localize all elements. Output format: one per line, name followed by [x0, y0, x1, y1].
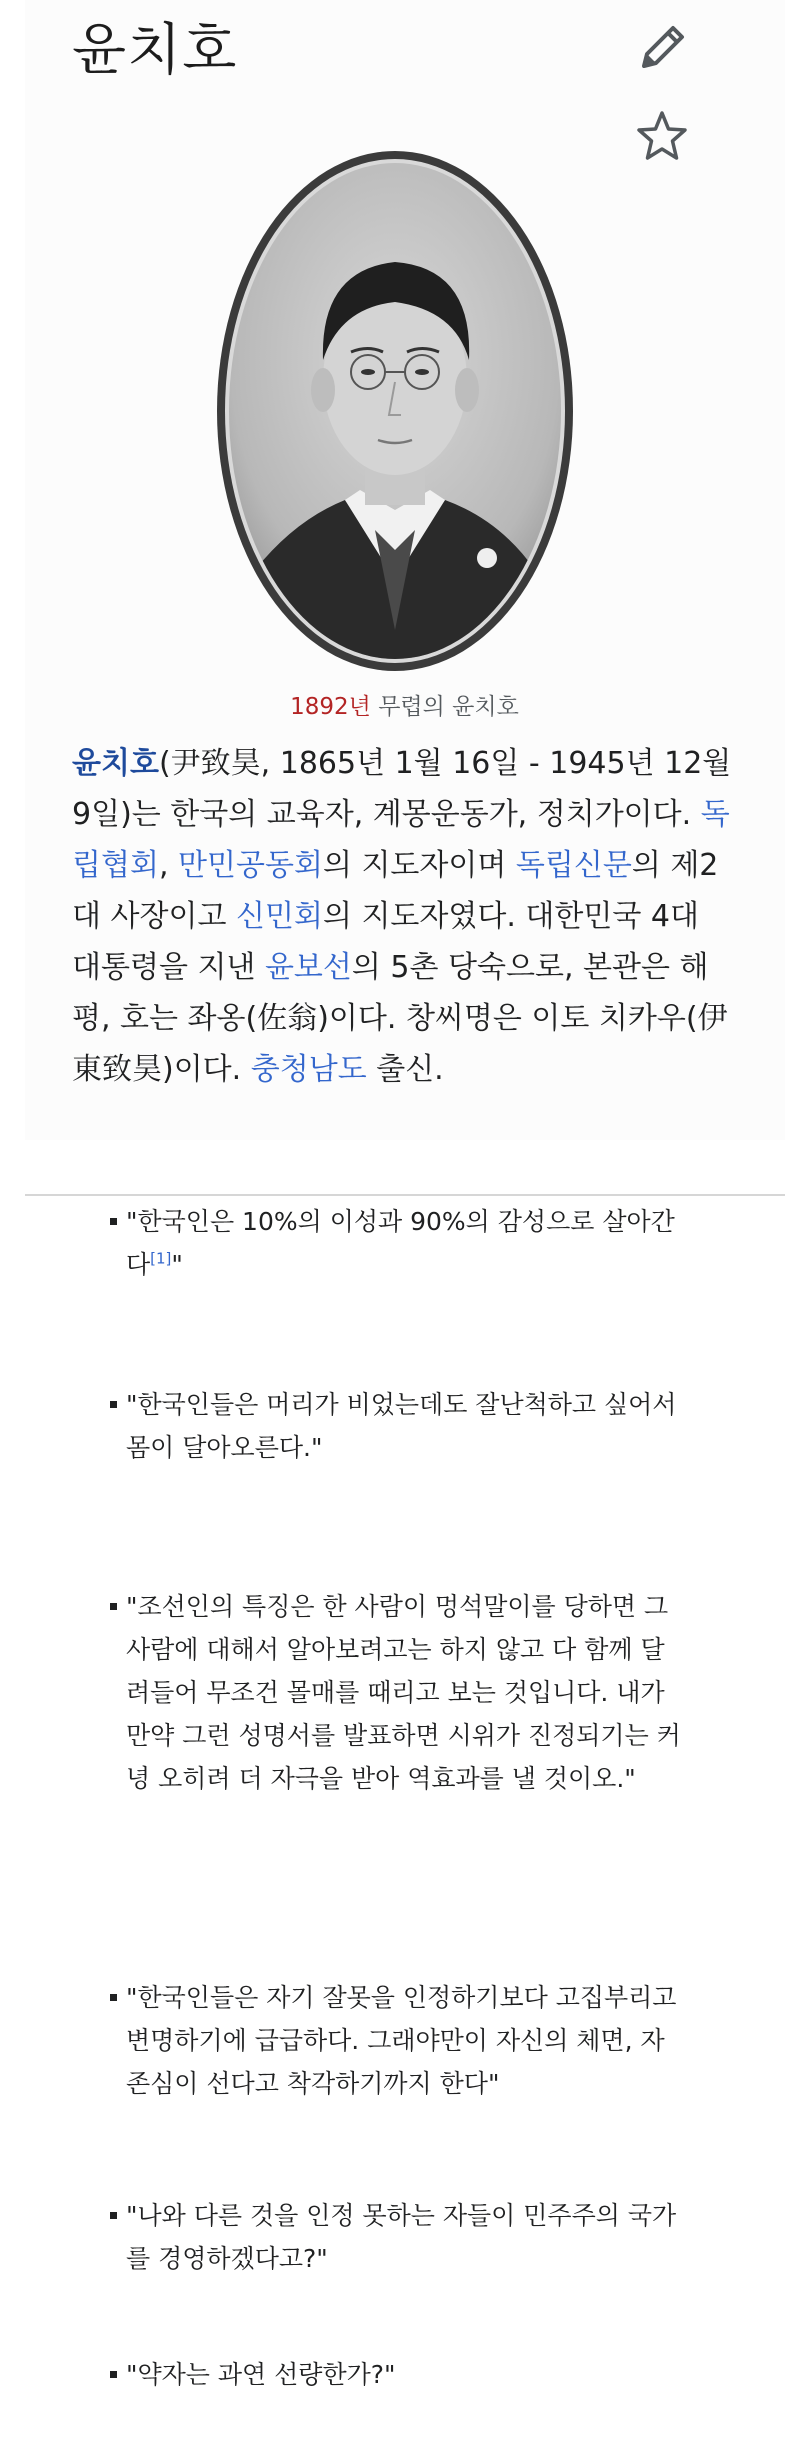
link-independence-club[interactable]: 독립협회 — [72, 797, 730, 883]
subject-name: 윤치호 — [72, 746, 159, 781]
portrait-image[interactable] — [215, 150, 575, 672]
quote-text: "약자는 과연 선량한가?" — [126, 2360, 396, 2389]
lead-text: , — [158, 848, 179, 883]
bullet-icon — [110, 1218, 117, 1225]
lead-text: 의 지도자이며 — [322, 848, 516, 883]
quote-text: "한국인들은 머리가 비었는데도 잘난척하고 싶어서 몸이 달아오른다." — [126, 1390, 677, 1462]
page-title: 윤치호 — [72, 18, 238, 83]
quote-item — [118, 2194, 686, 2280]
lead-paragraph — [72, 738, 732, 1095]
link-independent-newspaper[interactable]: 독립신문 — [515, 848, 632, 883]
star-icon[interactable] — [632, 107, 692, 167]
quote-text: "나와 다른 것을 인정 못하는 자들이 민주주의 국가를 경영하겠다고?" — [126, 2201, 677, 2273]
lead-text: 의 지도자였다. 대한민국 4대 대통령을 지낸 — [72, 899, 699, 985]
reference-link[interactable]: [1] — [150, 1249, 172, 1268]
bullet-icon — [110, 2212, 117, 2219]
quote-text: "조선인의 특징은 한 사람이 멍석말이를 당하면 그 사람에 대해서 알아보려고는 하지 않고 다 함께 달려들어 무조건 몰매를 때리고 보는 것입니다. 내가 만약 그런 성명서를 발표하면 시위가 진정되기는 커녕 오히려 더 자극을 받아 역효과를 낼 것이오." — [126, 1592, 681, 1793]
section-divider — [25, 1194, 785, 1196]
pencil-icon[interactable] — [632, 18, 692, 78]
bullet-icon — [110, 2371, 117, 2378]
lead-text: 의 5촌 당숙으로, 본관은 해평, 호는 좌옹(佐翁)이다. 창씨명은 이토 치카우(伊東致昊)이다. — [72, 950, 728, 1087]
caption-year-link[interactable]: 1892년 — [290, 694, 371, 720]
quote-text: "한국인들은 자기 잘못을 인정하기보다 고집부리고 변명하기에 급급하다. 그래야만이 자신의 체면, 자존심이 선다고 착각하기까지 한다" — [126, 1983, 677, 2098]
quote-item — [118, 1383, 686, 1469]
quote-text-tail: " — [171, 1250, 183, 1279]
lead-text: 출신. — [366, 1052, 444, 1087]
link-manmin-gongdonghoe[interactable]: 만민공동회 — [178, 848, 323, 883]
lead-text: (尹致昊, 1865년 1월 16일 - 1945년 12월 9일)는 한국의 교육자, 계몽운동가, 정치가이다. — [72, 746, 732, 832]
link-yun-bo-seon[interactable]: 윤보선 — [264, 950, 352, 985]
quote-item — [118, 2353, 686, 2396]
lead-text: 의 제2대 사장이고 — [72, 848, 719, 934]
quote-item — [118, 1976, 686, 2105]
caption-text: 무렵의 윤치호 — [370, 694, 519, 720]
quote-text: "한국인은 10%의 이성과 90%의 감성으로 살아간다 — [126, 1207, 675, 1279]
link-chungcheongnam-do[interactable]: 충청남도 — [250, 1052, 367, 1087]
bullet-icon — [110, 1401, 117, 1408]
bullet-icon — [110, 1603, 117, 1610]
quote-item — [118, 1585, 686, 1800]
quote-item — [118, 1200, 686, 1286]
image-caption — [0, 688, 809, 721]
bullet-icon — [110, 1994, 117, 2001]
link-sinminhoe[interactable]: 신민회 — [235, 899, 323, 934]
